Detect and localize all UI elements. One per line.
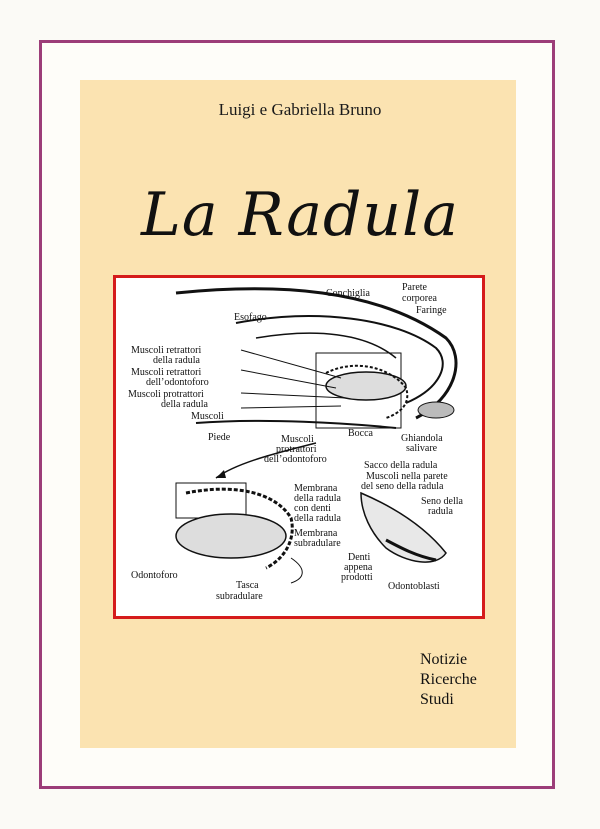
muscle-line-4 — [241, 406, 341, 408]
label-musc-parete-2: del seno della radula — [361, 481, 444, 492]
label-esofago: Esofago — [234, 312, 267, 323]
label-ghiandola-1: Ghiandola — [401, 433, 443, 444]
foot-line — [196, 421, 396, 428]
muscle-line-3 — [241, 393, 346, 398]
series-labels — [420, 650, 477, 710]
label-musc-prot-odont-1: Muscoli — [281, 434, 314, 445]
lower-odontophore — [176, 514, 286, 558]
series-ricerche: Ricerche — [420, 671, 477, 688]
label-parete-2: corporea — [402, 293, 437, 304]
subradular-pocket-arrow — [291, 558, 302, 583]
label-denti-3: prodotti — [341, 572, 373, 583]
label-parete-1: Parete — [402, 282, 427, 293]
label-musc-parete-1: Muscoli nella parete — [366, 471, 448, 482]
label-membrana-sub-2: subradulare — [294, 538, 341, 549]
label-conchiglia: Conchiglia — [326, 288, 370, 299]
series-notizie: Notizie — [420, 651, 468, 668]
pharynx-line — [256, 333, 396, 358]
label-piede: Piede — [208, 432, 231, 443]
label-musc-prot-radula-1: Muscoli protrattori — [128, 389, 204, 400]
label-odontoforo: Odontoforo — [131, 570, 178, 581]
anatomy-drawing — [116, 278, 482, 616]
label-odontoblasti: Odontoblasti — [388, 581, 440, 592]
label-membrana-2: della radula — [294, 493, 341, 504]
label-membrana-4: della radula — [294, 513, 341, 524]
label-musc-prot-radula-2: della radula — [161, 399, 208, 410]
label-faringe: Faringe — [416, 305, 447, 316]
label-muscoli: Muscoli — [191, 411, 224, 422]
label-denti-1: Denti — [348, 552, 371, 563]
series-studi: Studi — [420, 691, 454, 708]
label-tasca-2: subradulare — [216, 591, 263, 602]
label-ghiandola-2: salivare — [406, 443, 438, 454]
label-seno-2: radula — [428, 506, 453, 517]
label-musc-retr-odont-1: Muscoli retrattori — [131, 367, 202, 378]
label-seno-1: Seno della — [421, 496, 463, 507]
label-membrana-1: Membrana — [294, 483, 338, 494]
radula-illustration — [113, 275, 485, 619]
label-membrana-3: con denti — [294, 503, 331, 514]
label-membrana-sub-1: Membrana — [294, 528, 338, 539]
salivary-gland — [418, 402, 454, 418]
label-denti-2: appena — [344, 562, 373, 573]
label-musc-prot-odont-2: protrattori — [276, 444, 317, 455]
label-sacco: Sacco della radula — [364, 460, 438, 471]
book-title: La Radula — [140, 180, 460, 250]
label-musc-prot-odont-3: dell’odontoforo — [264, 454, 327, 465]
label-musc-retr-radula-2: della radula — [153, 355, 200, 366]
label-tasca-1: Tasca — [236, 580, 259, 591]
label-musc-retr-odont-2: dell’odontoforo — [146, 377, 209, 388]
label-musc-retr-radula-1: Muscoli retrattori — [131, 345, 202, 356]
author-name: Luigi e Gabriella Bruno — [218, 100, 382, 119]
label-bocca: Bocca — [348, 428, 373, 439]
muscle-line-1 — [241, 350, 341, 378]
arrow-head — [216, 470, 226, 478]
